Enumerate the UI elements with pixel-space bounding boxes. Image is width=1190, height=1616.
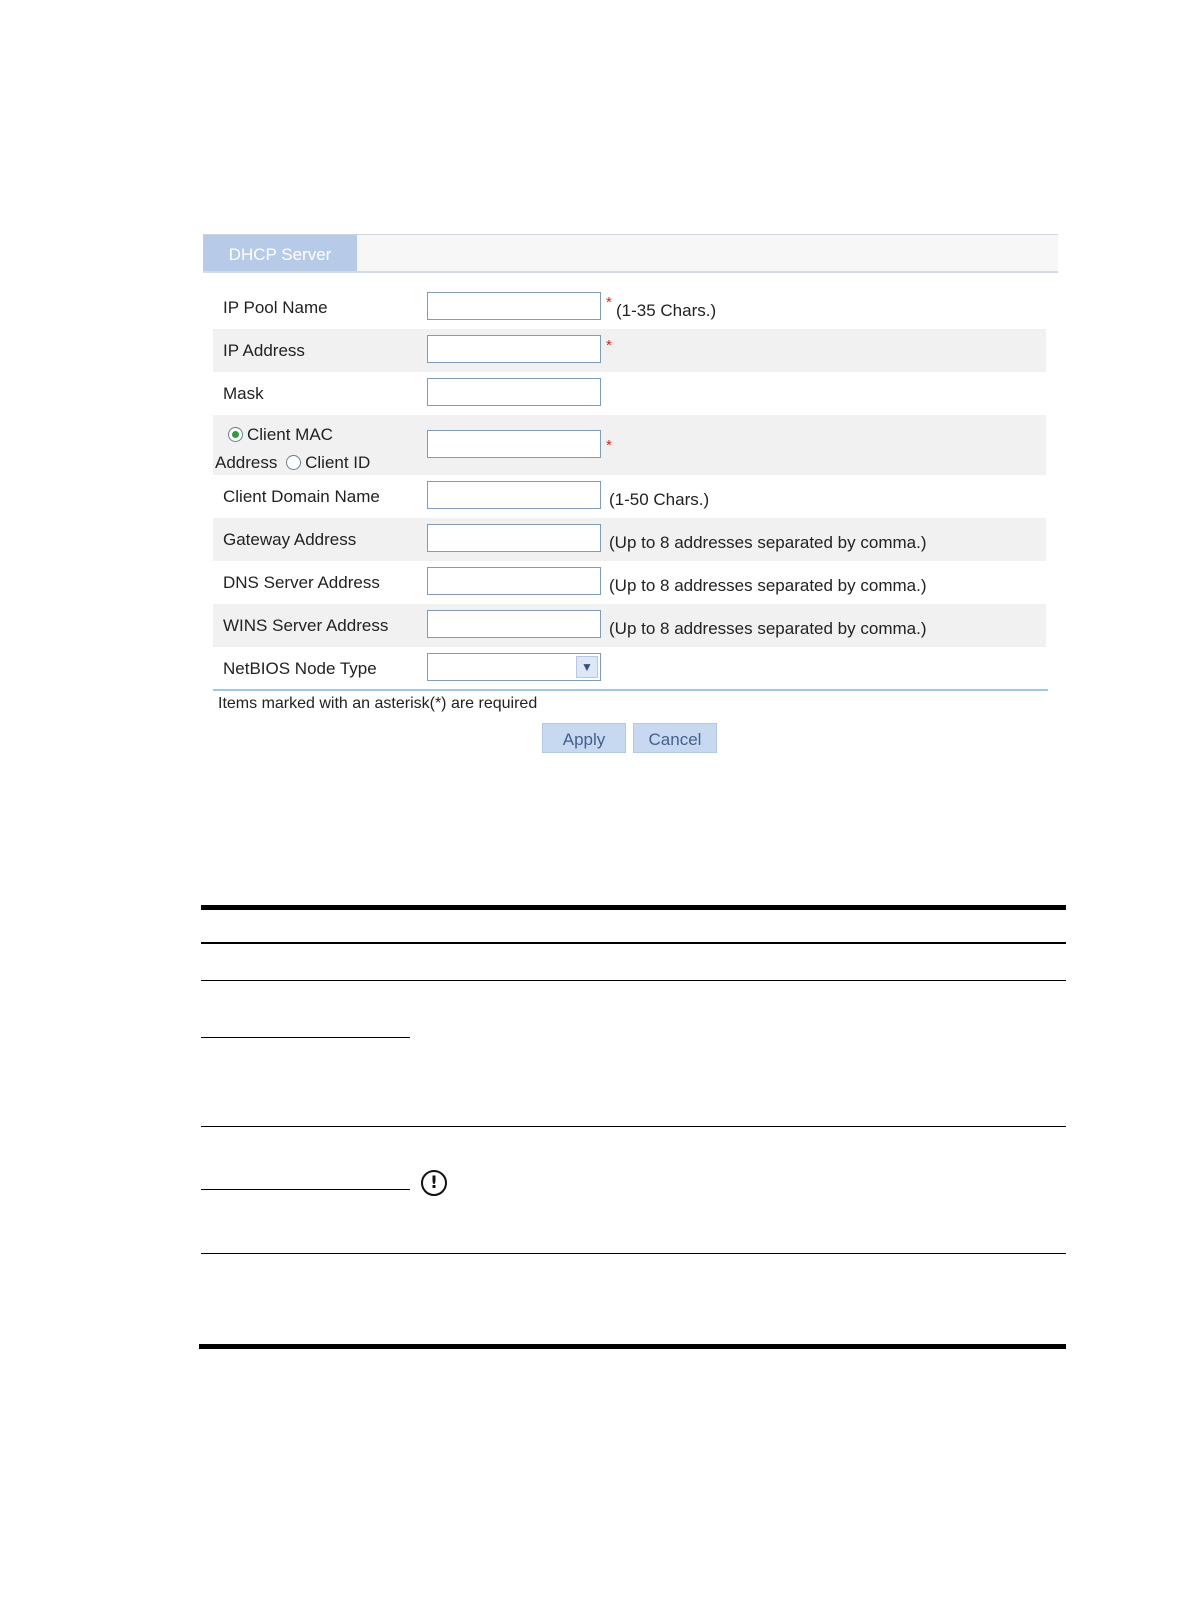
apply-button[interactable]: Apply <box>542 723 626 753</box>
ip-address-input[interactable] <box>427 335 601 363</box>
mask-input[interactable] <box>427 378 601 406</box>
dhcp-server-panel <box>203 234 1058 749</box>
ip-pool-name-label: IP Pool Name <box>223 298 328 317</box>
wins-server-address-label: WINS Server Address <box>223 616 389 635</box>
required-mark: * <box>606 294 612 311</box>
client-mac-label-cont: Address <box>215 453 278 472</box>
required-mark: * <box>606 437 612 454</box>
client-domain-name-hint: (1-50 Chars.) <box>609 490 710 509</box>
client-mac-label: Client MAC <box>247 425 333 444</box>
required-mark: * <box>606 337 612 354</box>
client-mac-option[interactable] <box>228 425 333 445</box>
row-client-identifier <box>213 415 1046 475</box>
client-id-label: Client ID <box>305 453 371 472</box>
wins-server-address-input[interactable] <box>427 610 601 638</box>
table-cell-rule <box>201 1189 410 1190</box>
tab-dhcp-server[interactable]: DHCP Server <box>203 235 357 271</box>
ip-address-label: IP Address <box>223 341 305 360</box>
client-domain-name-input[interactable] <box>427 481 601 509</box>
row-mask <box>213 372 1046 415</box>
dns-server-address-input[interactable] <box>427 567 601 595</box>
ip-pool-name-hint: (1-35 Chars.) <box>616 301 717 320</box>
client-domain-name-label: Client Domain Name <box>223 487 380 506</box>
tab-bar <box>203 234 1058 273</box>
caution-icon: ! <box>421 1170 447 1196</box>
table-row-rule <box>201 1253 1066 1254</box>
row-ip-pool-name <box>213 286 1046 329</box>
row-gateway-address <box>213 518 1046 561</box>
table-header-rule <box>201 942 1066 944</box>
client-id-radio[interactable] <box>286 455 301 470</box>
row-client-domain-name <box>213 475 1046 518</box>
client-identifier-input[interactable] <box>427 430 601 458</box>
row-netbios-node-type <box>213 647 1046 690</box>
table-cell-rule <box>201 1037 410 1038</box>
required-note: Items marked with an asterisk(*) are required <box>218 695 538 712</box>
netbios-node-type-label: NetBIOS Node Type <box>223 659 377 678</box>
gateway-address-hint: (Up to 8 addresses separated by comma.) <box>609 533 927 552</box>
row-ip-address <box>213 329 1046 372</box>
wins-server-address-hint: (Up to 8 addresses separated by comma.) <box>609 619 927 638</box>
table-row-rule <box>201 980 1066 981</box>
mask-label: Mask <box>223 384 264 403</box>
table-row-rule <box>201 1126 1066 1127</box>
form-divider <box>213 689 1048 691</box>
client-id-line <box>215 453 370 473</box>
gateway-address-label: Gateway Address <box>223 530 357 549</box>
chevron-down-icon[interactable]: ▼ <box>576 656 598 678</box>
row-wins-server-address <box>213 604 1046 647</box>
ip-pool-name-input[interactable] <box>427 292 601 320</box>
netbios-node-type-select[interactable] <box>427 653 601 681</box>
client-mac-radio[interactable] <box>228 427 243 442</box>
dns-server-address-hint: (Up to 8 addresses separated by comma.) <box>609 576 927 595</box>
cancel-button[interactable]: Cancel <box>633 723 717 753</box>
gateway-address-input[interactable] <box>427 524 601 552</box>
row-dns-server-address <box>213 561 1046 604</box>
dns-server-address-label: DNS Server Address <box>223 573 380 592</box>
table-top-rule <box>201 905 1066 910</box>
table-bottom-rule <box>199 1344 1066 1349</box>
